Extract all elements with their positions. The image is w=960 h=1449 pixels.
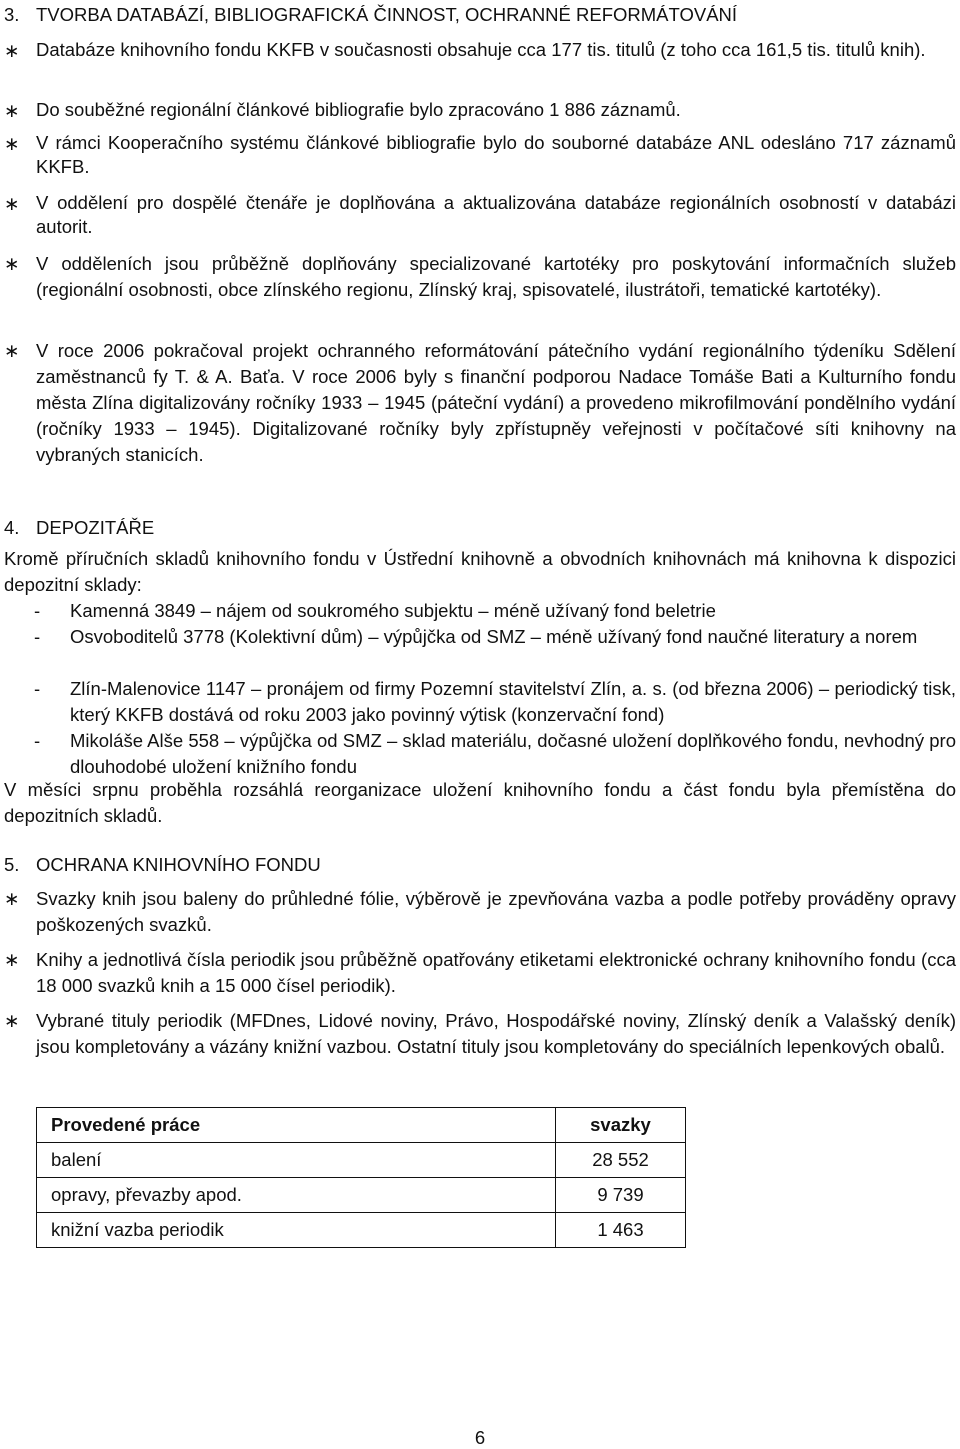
bullet-icon: ∗ — [4, 1010, 20, 1031]
bullet-item — [4, 131, 956, 179]
table-header-cell: Provedené práce — [37, 1108, 556, 1143]
depository-text: Zlín-Malenovice 1147 – pronájem od firmy Pozemní stavitelství Zlín, a. s. (od března 2006) – periodický tisk, který KKFB dostává od roku 2003 jako povinný výtisk (konzervační fond) — [70, 678, 956, 725]
section-number: 5. — [4, 854, 20, 875]
bullet-item — [4, 947, 956, 999]
bullet-icon: ∗ — [4, 100, 20, 121]
depository-closing: V měsíci srpnu proběhla rozsáhlá reorganizace uložení knihovního fondu a část fondu byla přemístěna do depozitních skladů. — [4, 779, 956, 826]
table-cell: 9 739 — [556, 1178, 686, 1213]
section-title: DEPOZITÁŘE — [36, 517, 155, 538]
bullet-text: V rámci Kooperačního systému článkové bibliografie bylo do souborné databáze ANL odesláno 717 záznamů KKFB. — [36, 132, 956, 177]
depository-item — [4, 598, 956, 624]
table-row — [37, 1213, 686, 1248]
dash-icon: - — [34, 678, 41, 699]
bullet-item — [4, 38, 956, 62]
bullet-icon: ∗ — [4, 253, 20, 274]
section-number: 3. — [4, 4, 20, 25]
table-header-cell: svazky — [556, 1108, 686, 1143]
bullet-icon: ∗ — [4, 949, 20, 970]
bullet-text: Do souběžné regionální článkové bibliografie bylo zpracováno 1 886 záznamů. — [36, 99, 681, 120]
depository-item — [4, 728, 956, 780]
bullet-text: Databáze knihovního fondu KKFB v současnosti obsahuje cca 177 tis. titulů (z toho cca 161,5 tis. titulů knih). — [36, 39, 926, 60]
bullet-item — [4, 1008, 956, 1060]
depository-text: Mikoláše Alše 558 – výpůjčka od SMZ – sklad materiálu, dočasné uložení doplňkového fondu, nevhodný pro dlouhodobé uložení knižního fondu — [70, 730, 956, 777]
section-5-heading — [4, 853, 321, 877]
bullet-icon: ∗ — [4, 133, 20, 154]
bullet-text: Svazky knih jsou baleny do průhledné fólie, výběrově je zpevňována vazba a podle potřeby prováděny opravy poškozených svazků. — [36, 888, 956, 935]
bullet-item — [4, 191, 956, 239]
dash-icon: - — [34, 626, 41, 647]
table-row — [37, 1143, 686, 1178]
depository-item — [4, 624, 956, 650]
bullet-item — [4, 886, 956, 938]
table-header-row — [37, 1108, 686, 1143]
table-cell: balení — [37, 1143, 556, 1178]
bullet-icon: ∗ — [4, 888, 20, 909]
section-number: 4. — [4, 517, 20, 538]
bullet-text: V oddělení pro dospělé čtenáře je doplňována a aktualizována databáze regionálních osobností v databázi autorit. — [36, 192, 956, 237]
bullet-text: Vybrané tituly periodik (MFDnes, Lidové noviny, Právo, Hospodářské noviny, Zlínský deník a Valašský deník) jsou kompletovány a vázány knižní vazbou. Ostatní tituly jsou kompletovány do speciálních lepenkových obalů. — [36, 1010, 956, 1057]
bullet-text: Knihy a jednotlivá čísla periodik jsou průběžně opatřovány etiketami elektronické ochrany knihovního fondu (cca 18 000 svazků knih a 15 000 čísel periodik). — [36, 949, 956, 996]
section-title: OCHRANA KNIHOVNÍHO FONDU — [36, 854, 321, 875]
table-cell: 1 463 — [556, 1213, 686, 1248]
bullet-item — [4, 338, 956, 468]
page-number: 6 — [474, 1427, 486, 1448]
depository-text: Osvoboditelů 3778 (Kolektivní dům) – výpůjčka od SMZ – méně užívaný fond naučné literatury a norem — [70, 626, 918, 647]
bullet-icon: ∗ — [4, 40, 20, 61]
bullet-text: V odděleních jsou průběžně doplňovány specializované kartotéky pro poskytování informačních služeb (regionální osobnosti, obce zlínského regionu, Zlínský kraj, spisovatelé, ilustrátoři, tematické kartotéky). — [36, 253, 956, 300]
table-row — [37, 1178, 686, 1213]
table-cell: knižní vazba periodik — [37, 1213, 556, 1248]
section-3-heading — [4, 3, 737, 27]
depository-text: Kamenná 3849 – nájem od soukromého subjektu – méně užívaný fond beletrie — [70, 600, 716, 621]
depository-intro: Kromě příručních skladů knihovního fondu v Ústřední knihovně a obvodních knihovnách má knihovna k dispozici depozitní sklady: — [4, 548, 956, 595]
dash-icon: - — [34, 730, 41, 751]
dash-icon: - — [34, 600, 41, 621]
bullet-text: V roce 2006 pokračoval projekt ochranného reformátování pátečního vydání regionálního týdeníku Sdělení zaměstnanců fy T. & A. Baťa. V roce 2006 byly s finanční podporou Nadace Tomáše Bati a Kulturního fondu města Zlína digitalizovány ročníky 1933 – 1945 (páteční vydání) a provedeno mikrofilmování pondělního vydání (ročníky 1933 – 1945). Digitalizované ročníky byly zpřístupněy veřejnosti v počítačové síti knihovny na vybraných stanicích. — [36, 340, 956, 465]
table-cell: opravy, převazby apod. — [37, 1178, 556, 1213]
bullet-item — [4, 251, 956, 303]
bullet-item — [4, 98, 956, 122]
bullet-icon: ∗ — [4, 340, 20, 361]
section-title: TVORBA DATABÁZÍ, BIBLIOGRAFICKÁ ČINNOST, OCHRANNÉ REFORMÁTOVÁNÍ — [36, 4, 738, 25]
table-cell: 28 552 — [556, 1143, 686, 1178]
works-table — [36, 1107, 686, 1248]
section-4-heading — [4, 516, 154, 540]
bullet-icon: ∗ — [4, 193, 20, 214]
depository-item — [4, 676, 956, 728]
